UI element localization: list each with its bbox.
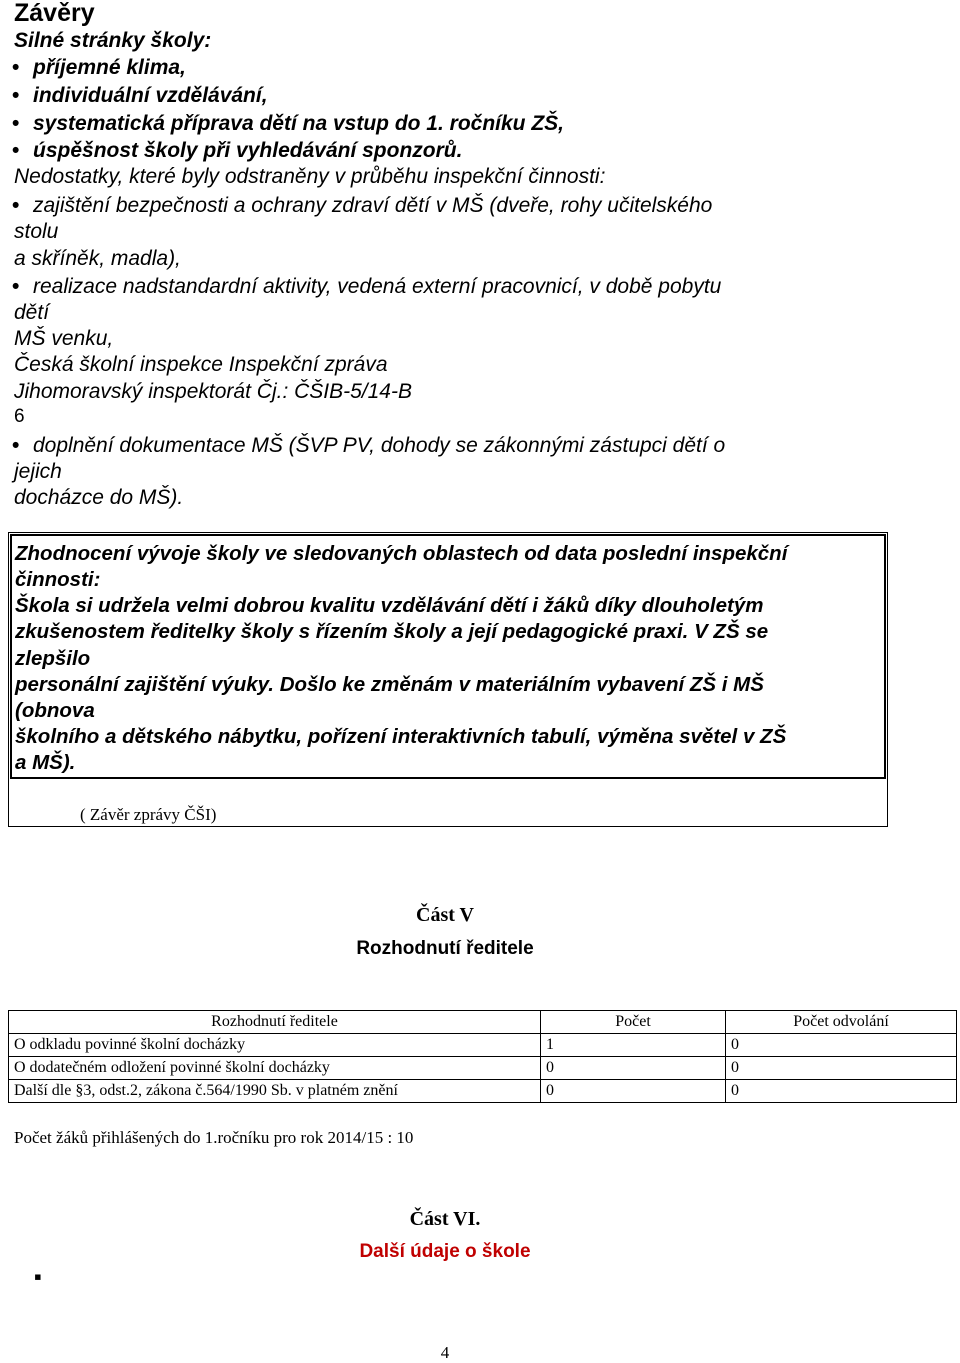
list-item-continuation: MŠ venku, [14, 327, 114, 350]
deficiencies-heading: Nedostatky, které byly odstraněny v průběhu inspekční činnosti: [14, 165, 606, 188]
list-item-continuation: dětí [14, 301, 50, 324]
part-5-title: Část V [416, 904, 474, 926]
list-item: systematická příprava dětí na vstup do 1. ročníku ZŠ, [33, 112, 565, 135]
decisions-table [8, 1010, 957, 1103]
evaluation-text-line: Škola si udržela velmi dobrou kvalitu vzdělávání dětí i žáků díky dlouholetým [15, 594, 764, 617]
evaluation-text-line: zkušenostem ředitelky školy s řízením školy a její pedagogické praxi. V ZŠ se [15, 620, 769, 643]
evaluation-text-line: a MŠ). [15, 751, 76, 774]
strengths-heading: Silné stránky školy: [14, 29, 212, 52]
bullet-icon: • [12, 275, 20, 298]
enrollment-note: Počet žáků přihlášených do 1.ročníku pro rok 2014/15 : 10 [14, 1128, 414, 1147]
evaluation-text-line: zlepšilo [15, 647, 91, 670]
table-row [9, 1057, 957, 1080]
square-bullet-icon: ▪ [34, 1264, 42, 1289]
bullet-icon: • [12, 139, 20, 162]
table-cell: Další dle §3, odst.2, zákona č.564/1990 Sb. v platném znění [9, 1080, 541, 1103]
bullet-icon: • [12, 56, 20, 79]
table-cell: 0 [541, 1080, 726, 1103]
list-item: individuální vzdělávání, [33, 84, 268, 107]
evaluation-text-line: (obnova [15, 699, 95, 722]
table-cell: 0 [726, 1057, 957, 1080]
table-cell: 0 [726, 1080, 957, 1103]
list-item: příjemné klima, [33, 56, 186, 79]
bullet-icon: • [12, 434, 20, 457]
column-header: Počet [541, 1011, 726, 1034]
table-header-row [9, 1011, 957, 1034]
list-item: doplnění dokumentace MŠ (ŠVP PV, dohody se zákonnými zástupci dětí o [33, 434, 726, 457]
bullet-icon: • [12, 112, 20, 135]
list-item-continuation: docházce do MŠ). [14, 486, 184, 509]
page-marker: 6 [14, 406, 25, 427]
table-row [9, 1034, 957, 1057]
part-5-subtitle: Rozhodnutí ředitele [356, 938, 534, 959]
source-note: ( Závěr zprávy ČŠI) [80, 805, 217, 824]
list-item: zajištění bezpečnosti a ochrany zdraví dětí v MŠ (dveře, rohy učitelského [33, 194, 713, 217]
report-header-line: Česká školní inspekce Inspekční zpráva [14, 353, 388, 376]
list-item: realizace nadstandardní aktivity, vedená externí pracovnicí, v době pobytu [33, 275, 722, 298]
part-6-subtitle: Další údaje o škole [359, 1241, 531, 1262]
column-header: Rozhodnutí ředitele [9, 1011, 541, 1034]
evaluation-heading: činnosti: [15, 568, 101, 591]
table-cell: O dodatečném odložení povinné školní docházky [9, 1057, 541, 1080]
evaluation-text-line: školního a dětského nábytku, pořízení interaktivních tabulí, výměna světel v ZŠ [15, 725, 787, 748]
page-title: Závěry [14, 0, 95, 27]
page-number: 4 [440, 1343, 450, 1362]
table-cell: 0 [541, 1057, 726, 1080]
table-cell: O odkladu povinné školní docházky [9, 1034, 541, 1057]
evaluation-text-line: personální zajištění výuky. Došlo ke změnám v materiálním vybavení ZŠ i MŠ [15, 673, 764, 696]
part-6-title: Část VI. [409, 1208, 481, 1230]
table-cell: 0 [726, 1034, 957, 1057]
report-reference-line: Jihomoravský inspektorát Čj.: ČŠIB-5/14-B [14, 380, 412, 403]
list-item-continuation: stolu [14, 220, 59, 243]
table-cell: 1 [541, 1034, 726, 1057]
list-item-continuation: jejich [14, 460, 62, 483]
evaluation-heading: Zhodnocení vývoje školy ve sledovaných oblastech od data poslední inspekční [15, 542, 788, 565]
list-item-continuation: a skříněk, madla), [14, 247, 181, 270]
bullet-icon: • [12, 84, 20, 107]
column-header: Počet odvolání [726, 1011, 957, 1034]
table-row [9, 1080, 957, 1103]
bullet-icon: • [12, 194, 20, 217]
list-item: úspěšnost školy při vyhledávání sponzorů. [33, 139, 463, 162]
